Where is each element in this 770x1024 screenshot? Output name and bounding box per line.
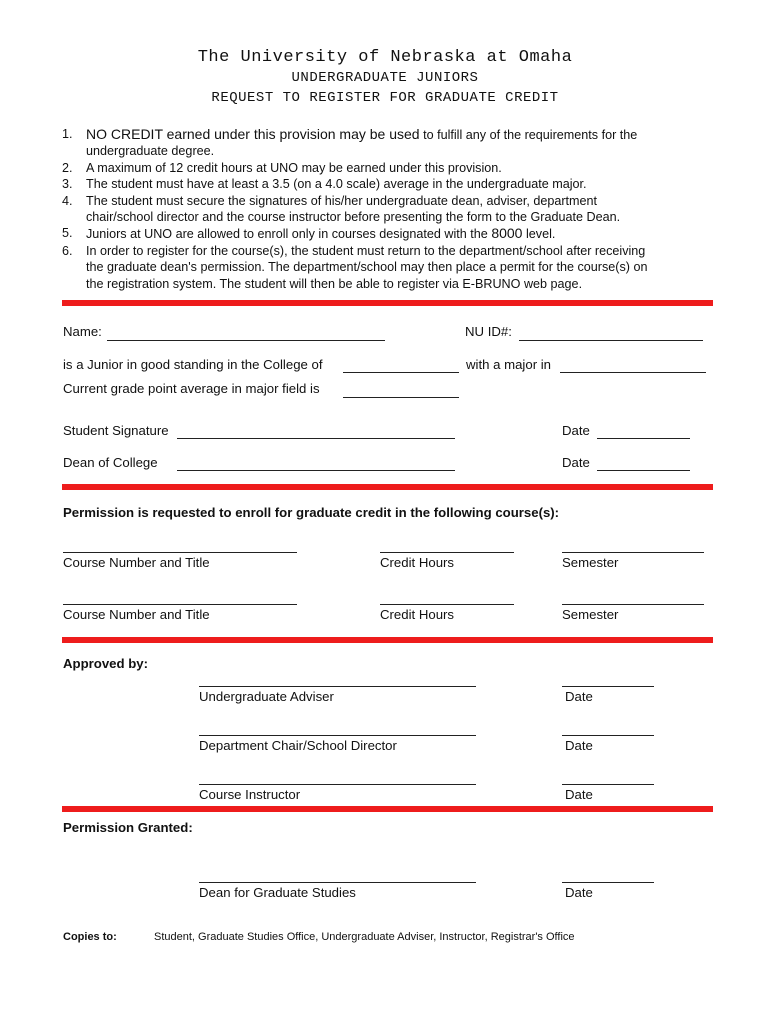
- adviser-date-label: Date: [565, 689, 593, 704]
- rule-text-after: level.: [522, 227, 556, 242]
- rule-item: [62, 225, 702, 242]
- credit-hours-label: Credit Hours: [380, 555, 455, 570]
- rule-item: [62, 126, 702, 160]
- dean-of-college-label: Dean of College: [63, 455, 158, 470]
- signature-date-label: Date: [562, 423, 590, 438]
- rule-text-2: undergraduate degree.: [86, 144, 215, 159]
- form-subtitle: UNDERGRADUATE JUNIORS: [291, 70, 479, 86]
- rule-text: The student must have at least a 3.5 (on a 4.0 scale) average in the undergraduate major.: [86, 177, 587, 192]
- credit-hours-field[interactable]: [380, 552, 514, 553]
- dean-date-label: Date: [562, 455, 590, 470]
- graduate-dean-date-label: Date: [565, 885, 593, 900]
- student-signature-field[interactable]: [177, 438, 455, 439]
- rule-text: The student must secure the signatures of his/her undergraduate dean, adviser, department: [86, 193, 598, 208]
- rule-text: A maximum of 12 credit hours at UNO may be earned under this provision.: [86, 160, 502, 175]
- rule-lead: NO CREDIT earned under this provision may be used: [86, 126, 420, 142]
- dean-date-field[interactable]: [597, 470, 690, 471]
- student-signature-label: Student Signature: [63, 423, 169, 438]
- permission-granted-heading: Permission Granted:: [63, 820, 193, 835]
- semester-label: Semester: [562, 607, 619, 622]
- rule-item: [62, 160, 702, 176]
- major-field[interactable]: [560, 372, 706, 373]
- chair-date-label: Date: [565, 738, 593, 753]
- rule-text: In order to register for the course(s), the student must return to the department/school after receiving: [86, 243, 646, 258]
- university-title: The University of Nebraska at Omaha: [197, 48, 573, 67]
- college-label: is a Junior in good standing in the College of: [63, 357, 323, 372]
- dean-of-college-field[interactable]: [177, 470, 455, 471]
- rule-number: 6.: [62, 243, 73, 258]
- name-label: Name:: [63, 324, 102, 339]
- college-field[interactable]: [343, 372, 459, 373]
- rule-text: to fulfill any of the requirements for the: [419, 128, 638, 142]
- chair-label: Department Chair/School Director: [199, 738, 397, 753]
- rule-item: [62, 193, 702, 226]
- instructor-date-label: Date: [565, 787, 593, 802]
- rule-item: [62, 243, 702, 292]
- adviser-date-field[interactable]: [562, 686, 654, 687]
- signature-date-field[interactable]: [597, 438, 690, 439]
- rule-text-3: the registration system. The student will then be able to register via E-BRUNO web page.: [86, 276, 583, 291]
- red-divider: [62, 484, 713, 490]
- chair-signature-field[interactable]: [199, 735, 476, 736]
- graduate-dean-signature-field[interactable]: [199, 882, 476, 883]
- credit-hours-label: Credit Hours: [380, 607, 455, 622]
- rule-level: 8000: [491, 225, 523, 242]
- form-title: REQUEST TO REGISTER FOR GRADUATE CREDIT: [211, 90, 559, 106]
- gpa-field[interactable]: [343, 397, 459, 398]
- graduate-dean-label: Dean for Graduate Studies: [199, 885, 356, 900]
- copies-recipients: Student, Graduate Studies Office, Undergraduate Adviser, Instructor, Registrar's Office: [154, 931, 575, 943]
- instructor-signature-field[interactable]: [199, 784, 476, 785]
- adviser-signature-field[interactable]: [199, 686, 476, 687]
- semester-label: Semester: [562, 555, 619, 570]
- rule-text-2: the graduate dean's permission. The department/school may then place a permit for the course(s) on: [86, 260, 648, 275]
- nu-id-label: NU ID#:: [465, 324, 512, 339]
- instructor-date-field[interactable]: [562, 784, 654, 785]
- major-label: with a major in: [466, 357, 552, 372]
- rule-number: 5.: [62, 226, 73, 241]
- rule-number: 1.: [62, 127, 73, 141]
- course-title-field[interactable]: [63, 552, 297, 553]
- instructor-label: Course Instructor: [199, 787, 301, 802]
- rule-item: [62, 176, 702, 192]
- course-title-label: Course Number and Title: [63, 607, 210, 622]
- rule-text: Juniors at UNO are allowed to enroll only in courses designated with the: [86, 227, 492, 242]
- rule-number: 4.: [62, 193, 73, 208]
- copies-label: Copies to:: [63, 931, 117, 943]
- name-field[interactable]: [107, 340, 385, 341]
- credit-hours-field-2[interactable]: [380, 604, 514, 605]
- rules-list: [62, 126, 702, 292]
- course-title-field-2[interactable]: [63, 604, 297, 605]
- course-title-label: Course Number and Title: [63, 555, 210, 570]
- red-divider: [62, 300, 713, 306]
- gpa-label: Current grade point average in major field is: [63, 381, 320, 396]
- courses-heading: Permission is requested to enroll for graduate credit in the following course(s):: [63, 505, 560, 520]
- semester-field[interactable]: [562, 552, 704, 553]
- rule-number: 2.: [62, 160, 73, 175]
- adviser-label: Undergraduate Adviser: [199, 689, 334, 704]
- approved-by-heading: Approved by:: [63, 656, 148, 671]
- chair-date-field[interactable]: [562, 735, 654, 736]
- nu-id-field[interactable]: [519, 340, 703, 341]
- semester-field-2[interactable]: [562, 604, 704, 605]
- rule-text-2: chair/school director and the course instructor before presenting the form to the Graduate Dean.: [86, 210, 621, 225]
- graduate-dean-date-field[interactable]: [562, 882, 654, 883]
- red-divider: [62, 806, 713, 812]
- red-divider: [62, 637, 713, 643]
- rule-number: 3.: [62, 177, 73, 192]
